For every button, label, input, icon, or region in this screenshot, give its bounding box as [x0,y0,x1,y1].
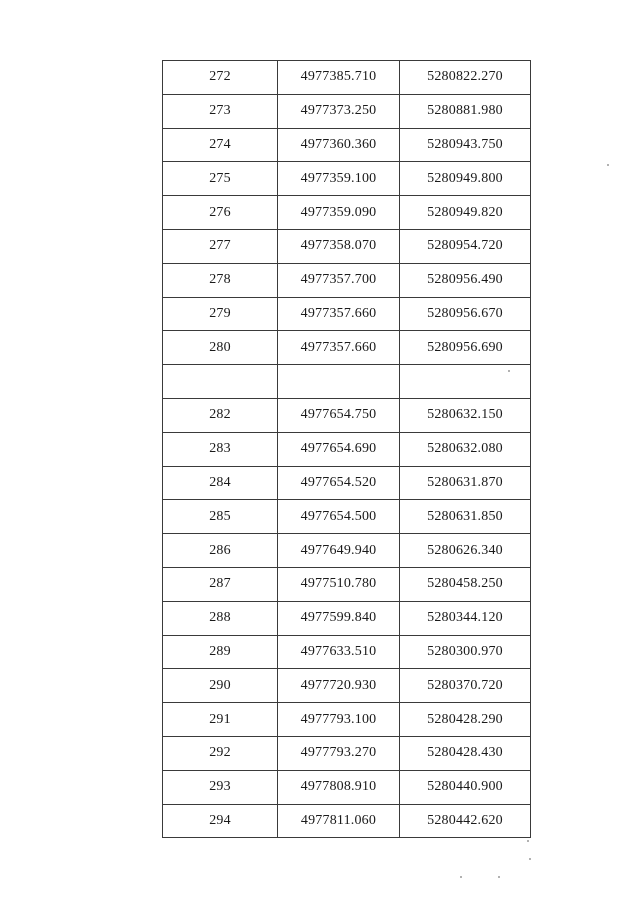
x-coordinate-cell: 4977599.840 [278,601,400,635]
y-coordinate-cell: 5280626.340 [400,534,531,568]
y-coordinate-cell: 5280344.120 [400,601,531,635]
y-coordinate-cell: 5280956.690 [400,331,531,365]
scan-speck [607,164,609,166]
point-id-cell: 289 [163,635,278,669]
point-id-cell: 273 [163,94,278,128]
x-coordinate-cell: 4977633.510 [278,635,400,669]
scan-speck [460,876,462,878]
x-coordinate-cell: 4977373.250 [278,94,400,128]
x-coordinate-cell: 4977720.930 [278,669,400,703]
table-row [163,703,531,737]
point-id-cell: 292 [163,736,278,770]
point-id-cell: 278 [163,263,278,297]
y-coordinate-cell: 5280370.720 [400,669,531,703]
point-id-cell: 275 [163,162,278,196]
point-id-cell: 274 [163,128,278,162]
coordinate-table [162,60,531,838]
y-coordinate-cell: 5280428.290 [400,703,531,737]
point-id-cell: 293 [163,770,278,804]
point-id-cell: 284 [163,466,278,500]
table-row [163,128,531,162]
y-coordinate-cell: 5280943.750 [400,128,531,162]
x-coordinate-cell: 4977359.090 [278,196,400,230]
y-coordinate-cell: 5280954.720 [400,229,531,263]
x-coordinate-cell: 4977811.060 [278,804,400,838]
table-row [163,534,531,568]
x-coordinate-cell: 4977793.100 [278,703,400,737]
x-coordinate-cell: 4977357.700 [278,263,400,297]
point-id-cell: 286 [163,534,278,568]
table-row-empty [163,365,531,399]
x-coordinate-cell: 4977808.910 [278,770,400,804]
point-id-cell: 280 [163,331,278,365]
point-id-cell: 287 [163,567,278,601]
y-coordinate-cell: 5280631.870 [400,466,531,500]
coordinate-table-body [163,61,531,838]
point-id-cell: 276 [163,196,278,230]
x-coordinate-cell: 4977358.070 [278,229,400,263]
x-coordinate-cell: 4977510.780 [278,567,400,601]
x-coordinate-cell: 4977649.940 [278,534,400,568]
table-row [163,601,531,635]
table-row [163,770,531,804]
y-coordinate-cell: 5280631.850 [400,500,531,534]
x-coordinate-cell: 4977793.270 [278,736,400,770]
y-coordinate-cell: 5280440.900 [400,770,531,804]
y-coordinate-cell: 5280822.270 [400,61,531,95]
y-coordinate-cell: 5280428.430 [400,736,531,770]
y-coordinate-cell: 5280881.980 [400,94,531,128]
table-row [163,669,531,703]
point-id-cell: 294 [163,804,278,838]
point-id-cell: 288 [163,601,278,635]
scan-speck [498,876,500,878]
scan-speck [508,370,510,372]
point-id-cell: 282 [163,398,278,432]
point-id-cell: 277 [163,229,278,263]
table-row [163,804,531,838]
table-row [163,331,531,365]
table-row [163,736,531,770]
point-id-cell: 285 [163,500,278,534]
point-id-cell: 290 [163,669,278,703]
point-id-cell: 279 [163,297,278,331]
table-row [163,196,531,230]
table-row [163,567,531,601]
y-coordinate-cell [400,365,531,399]
scan-speck [529,858,531,860]
scan-speck [527,840,529,842]
point-id-cell [163,365,278,399]
y-coordinate-cell: 5280949.820 [400,196,531,230]
y-coordinate-cell: 5280632.080 [400,432,531,466]
y-coordinate-cell: 5280632.150 [400,398,531,432]
table-row [163,94,531,128]
point-id-cell: 272 [163,61,278,95]
y-coordinate-cell: 5280956.670 [400,297,531,331]
table-row [163,229,531,263]
y-coordinate-cell: 5280956.490 [400,263,531,297]
y-coordinate-cell: 5280300.970 [400,635,531,669]
table-row [163,500,531,534]
x-coordinate-cell: 4977385.710 [278,61,400,95]
table-row [163,61,531,95]
table-row [163,297,531,331]
x-coordinate-cell: 4977654.500 [278,500,400,534]
x-coordinate-cell: 4977654.750 [278,398,400,432]
point-id-cell: 291 [163,703,278,737]
point-id-cell: 283 [163,432,278,466]
table-row [163,466,531,500]
table-row [163,635,531,669]
x-coordinate-cell: 4977654.690 [278,432,400,466]
x-coordinate-cell: 4977357.660 [278,297,400,331]
table-row [163,398,531,432]
table-row [163,432,531,466]
x-coordinate-cell: 4977654.520 [278,466,400,500]
table-row [163,263,531,297]
y-coordinate-cell: 5280458.250 [400,567,531,601]
x-coordinate-cell [278,365,400,399]
x-coordinate-cell: 4977360.360 [278,128,400,162]
y-coordinate-cell: 5280442.620 [400,804,531,838]
x-coordinate-cell: 4977357.660 [278,331,400,365]
x-coordinate-cell: 4977359.100 [278,162,400,196]
table-row [163,162,531,196]
y-coordinate-cell: 5280949.800 [400,162,531,196]
